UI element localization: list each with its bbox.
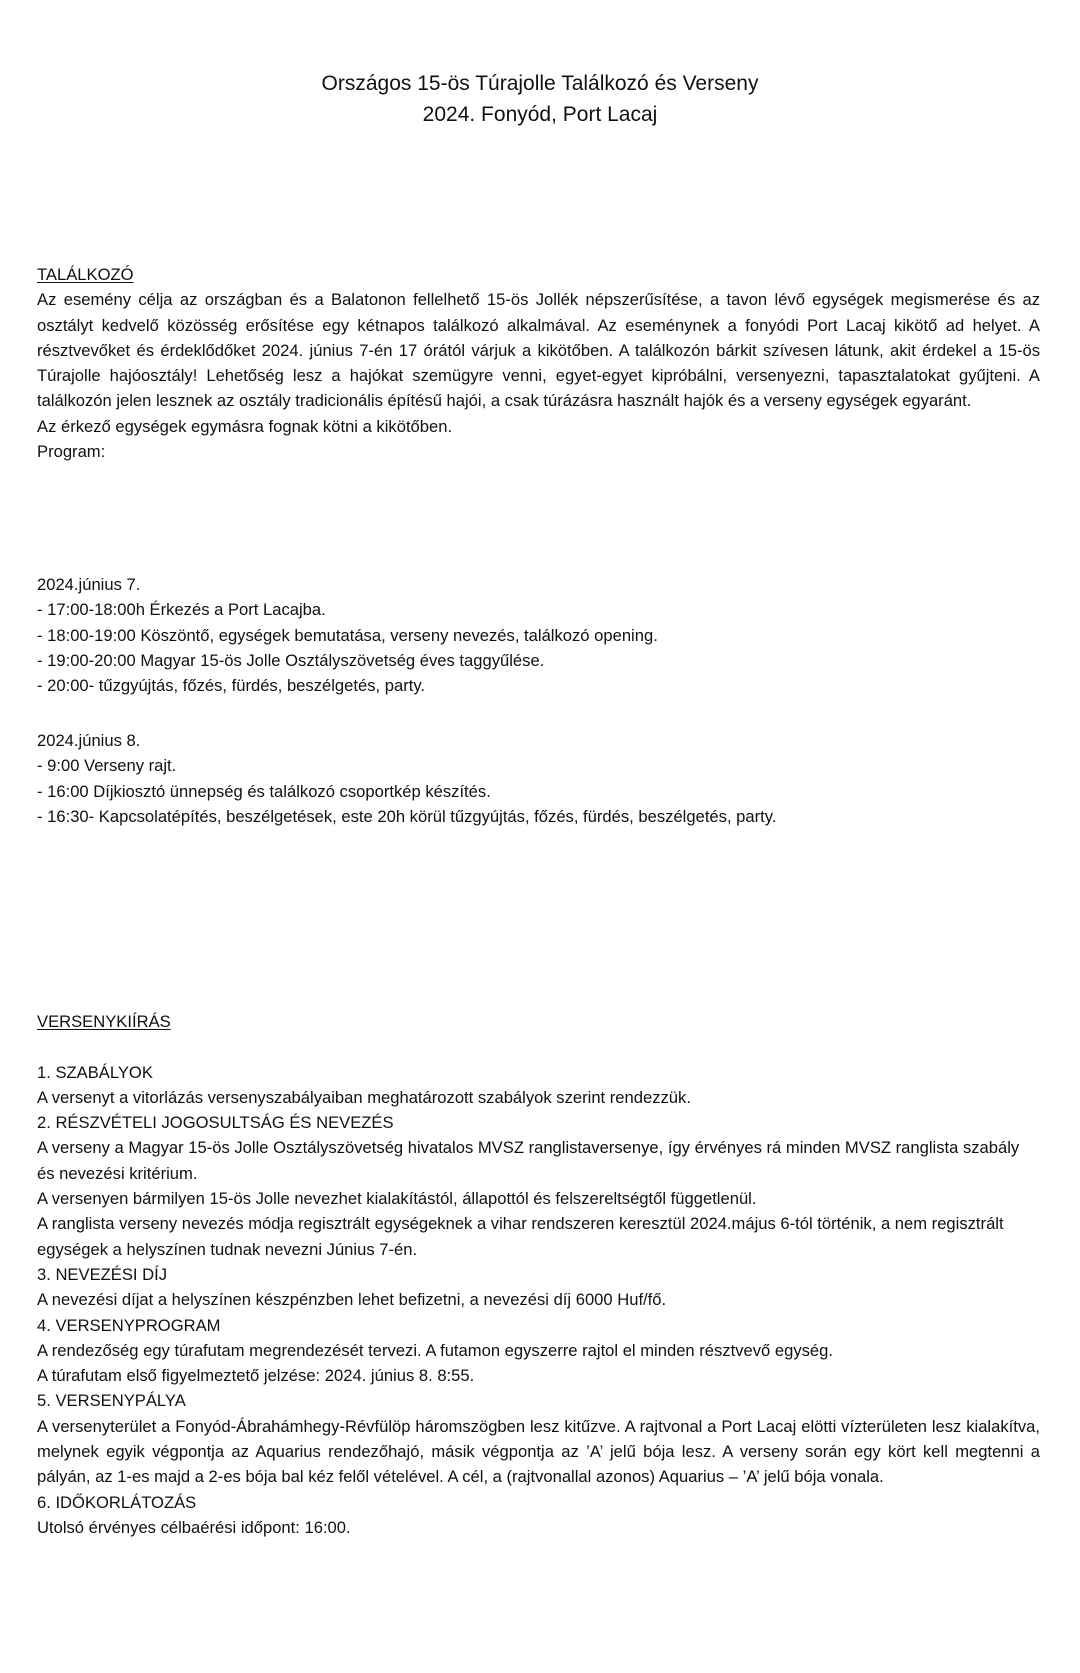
meeting-heading: TALÁLKOZÓ [37, 265, 134, 284]
program-item: - 9:00 Verseny rajt. [37, 756, 177, 776]
rules-text: A versenyt a vitorlázás versenyszabályaiban meghatározott szabályok szerint rendezzük. [37, 1087, 691, 1107]
meeting-section [37, 262, 1040, 464]
race-notice-section [37, 1009, 1040, 1540]
entry-fee-text: A nevezési díjat a helyszínen készpénzben lehet befizetni, a nevezési díj 6000 Huf/fő. [37, 1290, 667, 1310]
program-item: - 16:30- Kapcsolatépítés, beszélgetések, este 20h körül tűzgyújtás, főzés, fürdés, beszélgetés, party. [37, 806, 777, 826]
program-day-2 [37, 728, 1040, 829]
eligibility-text: A verseny a Magyar 15-ös Jolle Osztályszövetség hivatalos MVSZ ranglistaversenye, így érvényes rá minden MVSZ ranglista szabály és nevezési kritérium. [37, 1138, 1020, 1183]
race-notice-spacer [37, 1034, 1040, 1059]
title-line-2: 2024. Fonyód, Port Lacaj [422, 103, 658, 126]
eligibility-text: A versenyen bármilyen 15-ös Jolle nevezhet kialakítástól, állapottól és felszereltségtől függetlenül. [37, 1189, 757, 1209]
eligibility-title: 2. RÉSZVÉTELI JOGOSULTSÁG ÉS NEVEZÉS [37, 1113, 394, 1133]
program-day-1 [37, 572, 1040, 698]
program-day-2-date: 2024.június 8. [37, 731, 141, 750]
race-program-text: A rendezőség egy túrafutam megrendezését tervezi. A futamon egyszerre rajtol el minden résztvevő egység. [37, 1340, 834, 1360]
program-item: - 16:00 Díjkiosztó ünnepség és találkozó csoportkép készítés. [37, 781, 491, 801]
meeting-mooring-note: Az érkező egységek egymásra fognak kötni a kikötőben. [37, 416, 453, 436]
program-label: Program: [37, 442, 106, 462]
program-item: - 18:00-19:00 Köszöntő, egységek bemutatása, verseny nevezés, találkozó opening. [37, 625, 658, 645]
entry-fee-title: 3. NEVEZÉSI DÍJ [37, 1264, 168, 1284]
eligibility-text: A ranglista verseny nevezés módja regisztrált egységeknek a vihar rendszeren keresztül 2024.május 6-tól történik, a nem regisztrált egységek a helyszínen tudnak nevezni Június 7-én. [37, 1214, 1004, 1259]
meeting-paragraph: Az esemény célja az országban és a Balatonon fellelhető 15-ös Jollék népszerűsítése, a tavon lévő egységek megismerése és az osztályt kedvelő közösség erősítése egy kétnapos találkozó alkalmával. Az eseménynek a fonyódi Port Lacaj kikötő ad helyet. A résztvevőket és érdeklődőket 2024. június 7-én 17 órától várjuk a kikötőben. A találkozón bárkit szívesen látunk, akit érdekel a 15-ös Túrajolle hajóosztály! Lehetőség lesz a hajókat szemügyre venni, egyet-egyet kipróbálni, versenyezni, tapasztalatokat gyűjteni. A találkozón jelen lesznek az osztály tradicionális építésű hajói, a csak túrázásra használt hajók és a verseny egységek egyaránt. [37, 290, 1040, 411]
rules-title: 1. SZABÁLYOK [37, 1062, 153, 1082]
program-item: - 20:00- tűzgyújtás, főzés, fürdés, beszélgetés, party. [37, 676, 425, 696]
race-program-title: 4. VERSENYPROGRAM [37, 1315, 221, 1335]
document-title [0, 68, 1080, 130]
program-day-1-date: 2024.június 7. [37, 575, 141, 594]
title-line-1: Országos 15-ös Túrajolle Találkozó és Verseny [321, 72, 759, 95]
race-course-text: A versenyterület a Fonyód-Ábrahámhegy-Révfülöp háromszögben lesz kitűzve. A rajtvonal a Port Lacaj elötti vízterületen lesz kialakítva, melynek egyik végpontja az Aquarius rendezőhajó, másik végpontja az ’A’ jelű bója lesz. A verseny során egy kört kell megtenni a pályán, az 1-es majd a 2-es bója bal kéz felől vételével. A cél, a (rajtvonallal azonos) Aquarius – ’A’ jelű bója vonala. [37, 1416, 1040, 1487]
program-item: - 17:00-18:00h Érkezés a Port Lacajba. [37, 600, 326, 620]
race-program-text: A túrafutam első figyelmeztető jelzése: 2024. június 8. 8:55. [37, 1366, 475, 1386]
time-limit-text: Utolsó érvényes célbaérési időpont: 16:00. [37, 1517, 351, 1537]
time-limit-title: 6. IDŐKORLÁTOZÁS [37, 1492, 197, 1512]
race-notice-heading: VERSENYKIÍRÁS [37, 1012, 171, 1031]
race-course-title: 5. VERSENYPÁLYA [37, 1391, 186, 1411]
program-item: - 19:00-20:00 Magyar 15-ös Jolle Osztályszövetség éves taggyűlése. [37, 650, 545, 670]
